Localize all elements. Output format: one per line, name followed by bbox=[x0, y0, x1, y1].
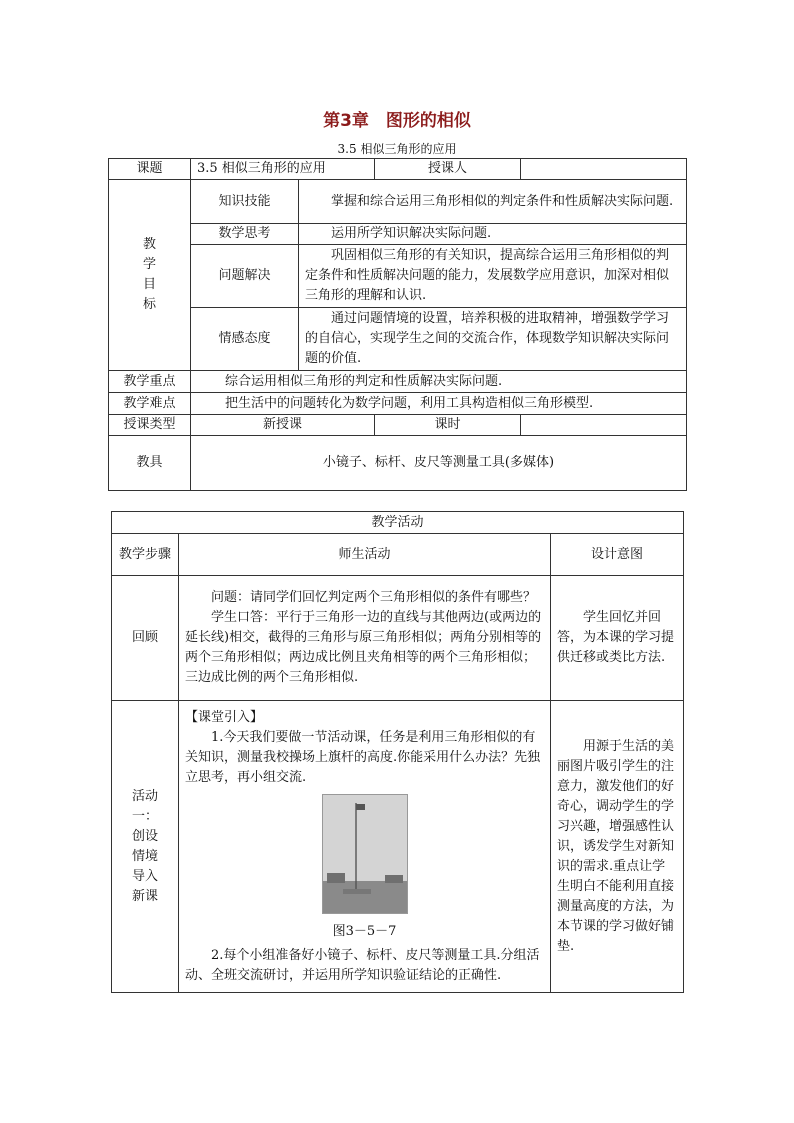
section-tag: 【课堂引入】 bbox=[185, 709, 264, 725]
review-activity-cell bbox=[179, 576, 551, 701]
review-step: 回顾 bbox=[112, 576, 179, 701]
key-point-label: 教学重点 bbox=[109, 371, 191, 393]
flagpole-photo bbox=[322, 794, 408, 914]
teacher-label: 授课人 bbox=[375, 159, 521, 180]
goal-text-thinking: 运用所学知识解决实际问题. bbox=[299, 224, 687, 245]
goal-name-knowledge: 知识技能 bbox=[191, 180, 299, 224]
goal-text-attitude: 通过问题情境的设置，培养积极的进取精神，增强数学学习的自信心，实现学生之间的交流合作，体现数学知识解决实际问题的价值. bbox=[299, 308, 687, 371]
teaching-activity-table bbox=[111, 511, 684, 993]
lesson-info-table bbox=[108, 158, 687, 491]
teacher-value bbox=[521, 159, 687, 180]
difficulty-value: 把生活中的问题转化为数学问题，利用工具构造相似三角形模型. bbox=[191, 393, 687, 415]
figure-caption: 图3－5－7 bbox=[332, 923, 397, 939]
goal-name-attitude: 情感态度 bbox=[191, 308, 299, 371]
lesson-type-value: 新授课 bbox=[191, 415, 375, 436]
topic-value: 3.5 相似三角形的应用 bbox=[191, 159, 375, 180]
goal-name-problem-solving: 问题解决 bbox=[191, 245, 299, 308]
goals-label: 教 学 目 标 bbox=[109, 180, 191, 371]
activity1-step: 活动 一： 创设 情境 导入 新课 bbox=[112, 701, 179, 993]
teaching-tools-label: 教具 bbox=[109, 436, 191, 491]
lesson-type-label: 授课类型 bbox=[109, 415, 191, 436]
col-header-intent: 设计意图 bbox=[551, 534, 684, 576]
teaching-tools-value: 小镜子、标杆、皮尺等测量工具(多媒体) bbox=[191, 436, 687, 491]
activity1-item1: 1.今天我们要做一节活动课，任务是利用三角形相似的有关知识，测量我校操场上旗杆的高度.你能采用什么办法？先独立思考，再小组交流. bbox=[185, 729, 541, 785]
goal-text-knowledge: 掌握和综合运用三角形相似的判定条件和性质解决实际问题. bbox=[299, 180, 687, 224]
review-answer: 学生口答：平行于三角形一边的直线与其他两边(或两边的延长线)相交，截得的三角形与原三角形相似；两角分别相等的两个三角形相似；两边成比例且夹角相等的两个三角形相似；三边成比例的两个三角形相似. bbox=[185, 610, 542, 685]
key-point-value: 综合运用相似三角形的判定和性质解决实际问题. bbox=[191, 371, 687, 393]
col-header-activities: 师生活动 bbox=[179, 534, 551, 576]
goal-text-problem-solving: 巩固相似三角形的有关知识，提高综合运用三角形相似的判定条件和性质解决问题的能力，发展数学应用意识，加深对相似三角形的理解和认识. bbox=[299, 245, 687, 308]
lesson-subtitle: 3.5 相似三角形的应用 bbox=[337, 142, 457, 156]
class-hours-label: 课时 bbox=[375, 415, 521, 436]
goal-name-thinking: 数学思考 bbox=[191, 224, 299, 245]
difficulty-label: 教学难点 bbox=[109, 393, 191, 415]
activity1-content-cell bbox=[179, 701, 551, 993]
review-intent: 学生回忆并回答，为本课的学习提供迁移或类比方法. bbox=[551, 576, 684, 701]
activity-heading: 教学活动 bbox=[112, 512, 684, 534]
topic-label: 课题 bbox=[109, 159, 191, 180]
activity1-item2: 2.每个小组准备好小镜子、标杆、皮尺等测量工具.分组活动、全班交流研讨，并运用所学知识验证结论的正确性. bbox=[185, 947, 540, 983]
class-hours-value bbox=[521, 415, 687, 436]
page-title: 第3章 图形的相似 bbox=[323, 111, 471, 131]
col-header-steps: 教学步骤 bbox=[112, 534, 179, 576]
activity1-intent: 用源于生活的美丽图片吸引学生的注意力，激发他们的好奇心，调动学生的学习兴趣，增强感性认识，诱发学生对新知识的需求.重点让学生明白不能利用直接测量高度的方法，为本节课的学习做好铺垫. bbox=[551, 701, 684, 993]
review-question: 问题：请同学们回忆判定两个三角形相似的条件有哪些？ bbox=[211, 590, 537, 605]
